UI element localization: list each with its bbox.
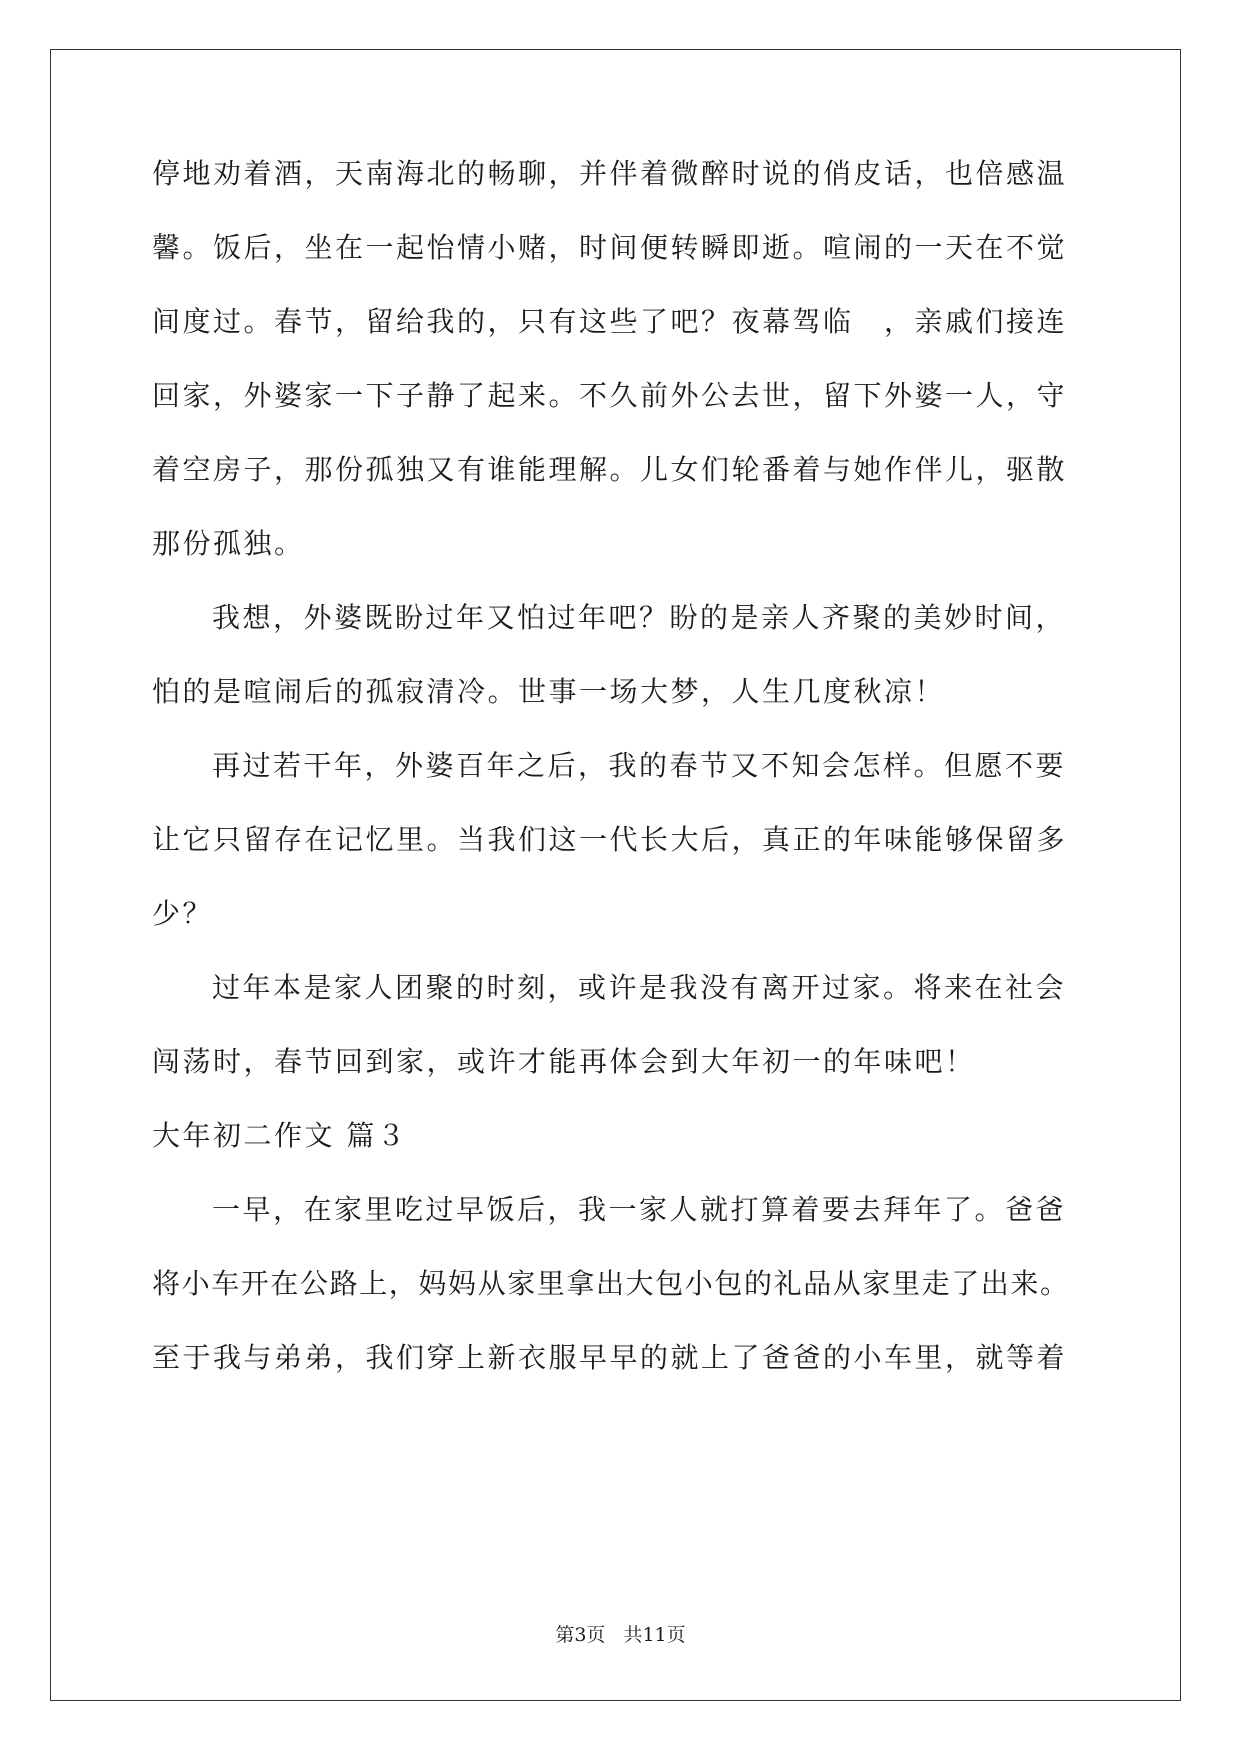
page-number: 第3页: [555, 1624, 606, 1646]
text-line: 闯荡时，春节回到家，或许才能再体会到大年初一的年味吧！: [152, 1045, 976, 1078]
page-total: 共11页: [623, 1624, 686, 1646]
text-line: 一早，在家里吃过早饭后，我一家人就打算着要去拜年了。爸爸: [212, 1193, 1067, 1226]
text-line: 我想，外婆既盼过年又怕过年吧？盼的是亲人齐聚的美妙时间，: [212, 601, 1067, 634]
text-line: 怕的是喧闹后的孤寂清冷。世事一场大梦，人生几度秋凉！: [152, 675, 946, 708]
text-line: 停地劝着酒，天南海北的畅聊，并伴着微醉时说的俏皮话，也倍感温: [152, 157, 1068, 190]
section-heading: 大年初二作文 篇３: [152, 1119, 408, 1152]
text-line: 间度过。春节，留给我的，只有这些了吧？夜幕驾临 ，亲戚们接连: [152, 305, 1068, 338]
text-line: 馨。饭后，坐在一起怡情小赌，时间便转瞬即逝。喧闹的一天在不觉: [152, 231, 1068, 264]
text-line: 那份孤独。: [152, 527, 305, 560]
page-footer: [0, 1620, 1241, 1647]
text-line: 回家，外婆家一下子静了起来。不久前外公去世，留下外婆一人，守: [152, 379, 1068, 412]
page-border: [50, 49, 1181, 1701]
text-line: 过年本是家人团聚的时刻，或许是我没有离开过家。将来在社会: [212, 971, 1067, 1004]
text-line: 再过若干年，外婆百年之后，我的春节又不知会怎样。但愿不要: [212, 749, 1067, 782]
text-line: 少？: [152, 897, 214, 930]
text-line: 着空房子，那份孤独又有谁能理解。儿女们轮番着与她作伴儿，驱散: [152, 453, 1068, 486]
text-line: 将小车开在公路上，妈妈从家里拿出大包小包的礼品从家里走了出来。: [152, 1267, 1070, 1300]
text-line: 让它只留存在记忆里。当我们这一代长大后，真正的年味能够保留多: [152, 823, 1068, 856]
text-line: 至于我与弟弟，我们穿上新衣服早早的就上了爸爸的小车里，就等着: [152, 1341, 1068, 1374]
